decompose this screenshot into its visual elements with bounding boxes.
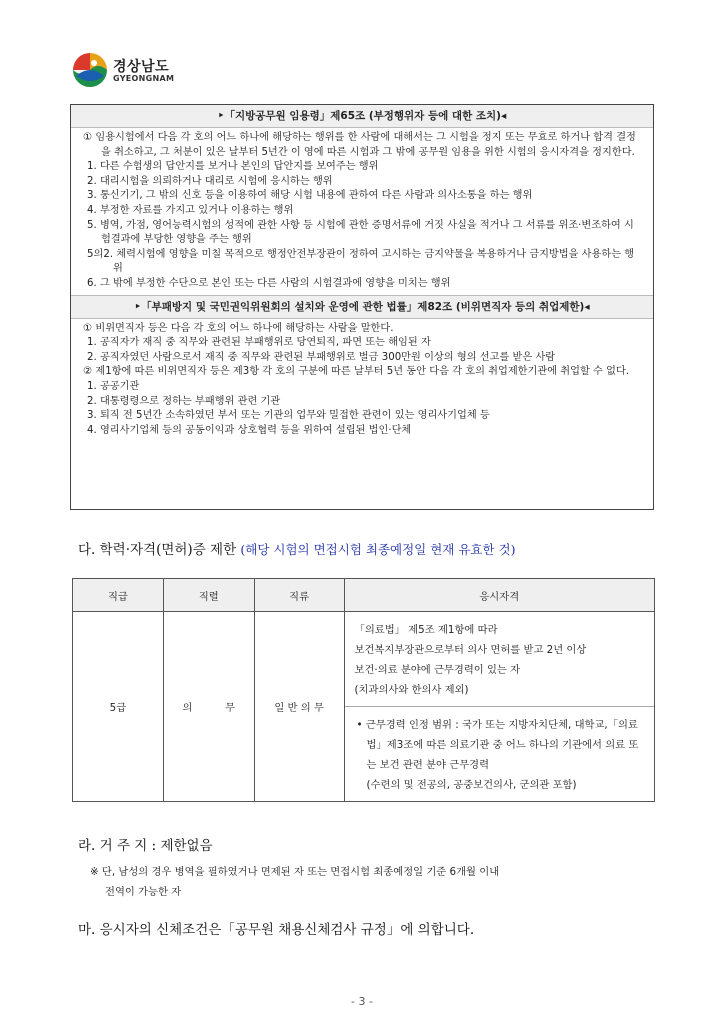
qualification-line: 보건·의료 분야에 근무경력이 있는 자 <box>354 664 521 676</box>
law1-item: 5. 병역, 가점, 영어능력시험의 성적에 관한 사항 등 시험에 관한 증명서류에 거짓 사실을 적거나 그 서류를 위조·변조하여 시험결과에 부당한 영향을 주는 행위 <box>87 219 634 246</box>
law2-body <box>71 319 653 442</box>
cell-series: 의 무 <box>163 612 254 802</box>
cell-grade: 5급 <box>73 612 164 802</box>
section-da-heading <box>78 538 516 558</box>
law2-title: ‣「부패방지 및 국민권익위원회의 설치와 운영에 관한 법률」제82조 (비위면직자 등의 취업제한)◂ <box>71 295 653 319</box>
page-number: - 3 - <box>351 995 373 1008</box>
note-line: ※ 단, 남성의 경우 병역을 필하였거나 면제된 자 또는 면접시험 최종예정일 기준 6개월 이내 <box>90 866 500 878</box>
experience-scope: • 근무경력 인정 범위 : 국가 또는 지방자치단체, 대학교,「의료법」제3조에 따른 의료기관 중 어느 하나의 기관에서 의료 또는 보건 관련 분야 근무경력 <box>356 719 639 771</box>
law2-item: 2. 공직자였던 사람으로서 재직 중 직무와 관련된 부패행위로 벌금 300만원 이상의 형의 선고를 받은 사람 <box>87 351 556 363</box>
law1-title: ‣「지방공무원 임용령」제65조 (부정행위자 등에 대한 조치)◂ <box>71 105 653 128</box>
law2-intro: ① 비위면직자 등은 다음 각 호의 어느 하나에 해당하는 사람을 말한다. <box>83 322 394 334</box>
section-ma-heading: 마. 응시자의 신체조건은「공무원 채용신체검사 규정」에 의합니다. <box>78 922 475 938</box>
law1-item: 2. 대리시험을 의뢰하거나 대리로 시험에 응시하는 행위 <box>87 175 333 187</box>
section-ra-note <box>90 862 660 902</box>
cell-qualification <box>344 612 654 802</box>
section-da-note: (해당 시험의 면접시험 최종예정일 현재 유효한 것) <box>240 542 516 557</box>
law2-item: 2. 대통령령으로 정하는 부패행위 관련 기관 <box>87 395 281 407</box>
qualification-line: 「의료법」 제5조 제1항에 따라 <box>354 624 498 636</box>
qualification-experience <box>345 707 654 801</box>
gyeongnam-emblem-icon <box>72 52 108 88</box>
law2-item: 1. 공공기관 <box>87 380 140 392</box>
law1-item: 5의2. 체력시험에 영향을 미칠 목적으로 행정안전부장관이 정하여 고시하는 금지약물을 복용하거나 금지방법을 사용하는 행위 <box>87 248 635 275</box>
law2-item: 4. 영리사기업체 등의 공동이익과 상호협력 등을 위하여 설립된 법인·단체 <box>87 424 412 436</box>
logo-name-korean: 경상남도 <box>113 59 170 75</box>
table-header-row <box>73 579 655 612</box>
qualification-main <box>345 612 654 707</box>
law1-item: 4. 부정한 자료를 가지고 있거나 이용하는 행위 <box>87 204 294 216</box>
law2-item: 3. 퇴직 전 5년간 소속하였던 부서 또는 기관의 업무와 밀접한 관련이 있는 영리사기업체 등 <box>87 410 490 422</box>
law1-item: 3. 통신기기, 그 밖의 신호 등을 이용하여 해당 시험 내용에 관하여 다른 사람과 의사소통을 하는 행위 <box>87 190 533 202</box>
cell-class: 일 반 의 무 <box>254 612 344 802</box>
law1-intro: ① 임용시험에서 다음 각 호의 어느 하나에 해당하는 행위를 한 사람에 대해서는 그 시험을 정지 또는 무효로 하거나 합격 결정을 취소하고, 그 처분이 있은 날부터 5년간 이 영에 따른 시험과 그 밖에 공무원 임용을 위한 시험의 응시자격을 정지한다. <box>83 132 636 158</box>
law2-intro2: ② 제1항에 따른 비위면직자 등은 제3항 각 호의 구분에 따른 날부터 5년 동안 다음 각 호의 취업제한기관에 취업할 수 없다. <box>83 366 630 378</box>
qualification-table <box>72 578 655 802</box>
table-row <box>73 612 655 802</box>
law-excerpt-box <box>70 104 654 510</box>
header-class: 직류 <box>254 579 344 612</box>
law2-item: 1. 공직자가 재직 중 직무와 관련된 부패행위로 당연퇴직, 파면 또는 해임된 자 <box>87 337 431 349</box>
header-grade: 직급 <box>73 579 164 612</box>
law1-item: 6. 그 밖에 부정한 수단으로 본인 또는 다른 사람의 시험결과에 영향을 미치는 행위 <box>87 277 451 289</box>
experience-includes: (수련의 및 전공의, 공중보건의사, 군의관 포함) <box>366 779 577 791</box>
law1-item: 1. 다른 수험생의 답안지를 보거나 본인의 답안지를 보여주는 행위 <box>87 161 379 173</box>
header-series: 직렬 <box>163 579 254 612</box>
note-line: 전역이 가능한 자 <box>105 886 182 898</box>
qualification-line: 보건복지부장관으로부터 의사 면허를 받고 2년 이상 <box>354 644 587 656</box>
gyeongnam-logo <box>72 52 192 92</box>
header-qualification: 응시자격 <box>344 579 654 612</box>
qualification-line: (치과의사와 한의사 제외) <box>354 684 469 696</box>
logo-name-english: GYEONGNAM <box>113 74 175 83</box>
section-ra-heading: 라. 거 주 지 : 제한없음 <box>78 838 213 854</box>
section-da-title: 다. 학력·자격(면허)증 제한 <box>78 542 237 558</box>
law1-body <box>71 128 653 295</box>
